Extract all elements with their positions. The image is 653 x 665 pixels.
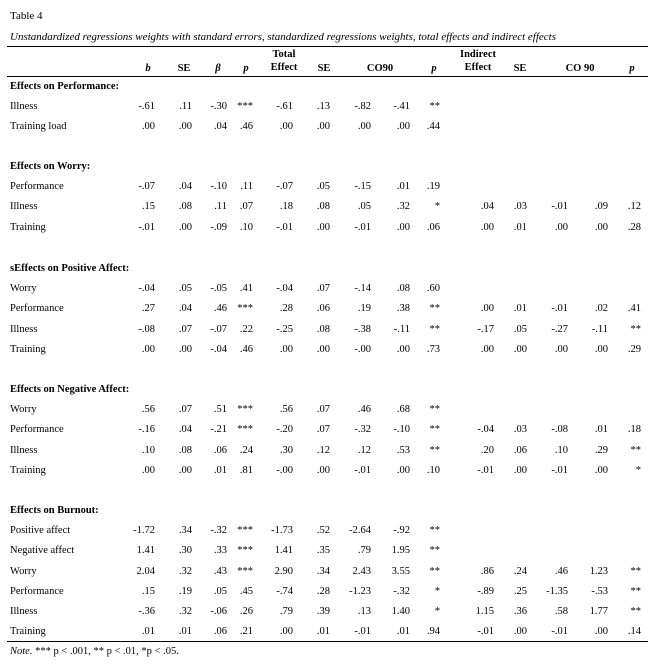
table-cell: .12 [316,445,330,456]
table-cell: -.09 [210,222,227,233]
table-cell: .07 [316,424,330,435]
table-cell: .03 [513,424,527,435]
table-cell: -.01 [551,201,568,212]
table-cell: .46 [239,121,253,132]
table-cell: .53 [396,445,410,456]
row-label: Training [10,626,46,637]
table-cell: .24 [239,445,253,456]
table-cell: .00 [480,344,494,355]
table-cell: .02 [594,303,608,314]
table-cell: .00 [396,121,410,132]
table-cell: 1.77 [589,606,608,617]
table-cell: .05 [213,586,227,597]
table-cell: .41 [239,283,253,294]
table-cell: .46 [357,404,371,415]
table-cell: -1.35 [546,586,568,597]
note-text: *** p < .001, ** p < .01, *p < .05. [32,646,179,657]
header-se-2: SE [317,63,331,74]
table-cell: -.38 [354,324,371,335]
table-cell: -.00 [354,344,371,355]
table-cell: ** [630,445,641,456]
table-cell: -.61 [276,101,293,112]
note-prefix: Note. [10,646,33,657]
table-cell: ** [429,566,440,577]
table-cell: .00 [178,222,192,233]
table-cell: .00 [396,344,410,355]
table-cell: .01 [213,465,227,476]
table-cell: .19 [178,586,192,597]
table-cell: -.07 [138,181,155,192]
header-p-3: p [629,63,635,74]
table-cell: *** [237,525,253,536]
table-note [10,646,179,657]
table-cell: ** [429,445,440,456]
table-cell: .33 [213,545,227,556]
table-cell: *** [237,424,253,435]
table-cell: -.01 [551,303,568,314]
header-se-3: SE [513,63,527,74]
section-title: Effects on Performance: [10,81,120,92]
table-cell: .38 [396,303,410,314]
table-cell: .06 [426,222,440,233]
table-cell: ** [429,525,440,536]
table-cell: .00 [279,626,293,637]
header-p-1: p [243,63,249,74]
table-cell: .04 [178,424,192,435]
table-cell: .00 [513,626,527,637]
table-cell: -.01 [477,626,494,637]
table-cell: .86 [480,566,494,577]
table-cell: .08 [178,201,192,212]
table-cell: .00 [513,465,527,476]
table-cell: .00 [178,121,192,132]
table-cell: .01 [396,181,410,192]
header-co90-b: CO 90 [565,63,595,74]
table-cell: .05 [357,201,371,212]
table-cell: .28 [627,222,641,233]
table-cell: .08 [316,201,330,212]
table-cell: .01 [141,626,155,637]
table-cell: .07 [316,404,330,415]
table-cell: .00 [357,121,371,132]
table-cell: .00 [554,222,568,233]
table-cell: .00 [513,344,527,355]
table-cell: * [434,606,440,617]
table-cell: -.14 [354,283,371,294]
table-cell: -.20 [276,424,293,435]
table-cell: .00 [316,465,330,476]
table-cell: .00 [396,465,410,476]
table-cell: .00 [480,303,494,314]
row-label: Training load [10,121,67,132]
row-label: Worry [10,566,37,577]
table-cell: -.00 [276,465,293,476]
table-cell: 1.41 [136,545,155,556]
table-cell: ** [429,545,440,556]
row-label: Worry [10,283,37,294]
table-cell: .46 [554,566,568,577]
table-cell: ** [429,424,440,435]
table-cell: 1.15 [475,606,494,617]
table-cell: ** [429,303,440,314]
table-cell: -.41 [393,101,410,112]
table-cell: .73 [426,344,440,355]
table-cell: .00 [594,465,608,476]
top-rule [7,46,648,47]
table-cell: .00 [141,344,155,355]
table-cell: 1.41 [274,545,293,556]
table-cell: -.01 [354,222,371,233]
table-cell: .00 [316,121,330,132]
table-cell: .12 [627,201,641,212]
table-cell: .34 [178,525,192,536]
table-cell: .46 [213,303,227,314]
table-cell: .08 [316,324,330,335]
row-label: Positive affect [10,525,71,536]
table-cell: .28 [279,303,293,314]
table-cell: .11 [214,201,227,212]
table-cell: *** [237,101,253,112]
table-cell: * [635,465,641,476]
table-cell: -.04 [477,424,494,435]
table-cell: .41 [627,303,641,314]
table-cell: .79 [279,606,293,617]
table-cell: .07 [239,201,253,212]
table-cell: .06 [316,303,330,314]
table-cell: .29 [594,445,608,456]
table-cell: -.10 [393,424,410,435]
table-cell: 2.90 [274,566,293,577]
table-cell: -1.73 [271,525,293,536]
row-label: Negative affect [10,545,75,556]
table-cell: 2.04 [136,566,155,577]
row-label: Performance [10,303,64,314]
table-cell: -.27 [551,324,568,335]
table-cell: ** [630,606,641,617]
row-label: Worry [10,404,37,415]
row-label: Training [10,465,46,476]
table-cell: .11 [240,181,253,192]
table-cell: ** [630,324,641,335]
table-cell: -.07 [210,324,227,335]
table-cell: .05 [316,181,330,192]
table-cell: -.01 [138,222,155,233]
table-cell: .18 [627,424,641,435]
table-cell: ** [630,586,641,597]
table-caption: Unstandardized regressions weights with standard errors, standardized regressions weights, total effects and indirect effects [10,31,557,43]
table-cell: *** [237,404,253,415]
table-cell: -.04 [276,283,293,294]
header-total-line2: Effect [270,62,298,73]
table-cell: .10 [141,445,155,456]
table-cell: .04 [213,121,227,132]
row-label: Performance [10,181,64,192]
table-cell: .12 [357,445,371,456]
table-cell: .04 [480,201,494,212]
table-cell: .18 [279,201,293,212]
table-cell: .35 [316,545,330,556]
header-beta: β [215,63,221,74]
table-cell: .56 [141,404,155,415]
table-cell: .00 [396,222,410,233]
table-cell: .24 [513,566,527,577]
table-cell: -1.72 [133,525,155,536]
table-cell: 1.95 [391,545,410,556]
table-cell: -.08 [551,424,568,435]
bottom-rule [7,641,648,642]
table-cell: .94 [426,626,440,637]
header-total-line1: Total [272,49,296,60]
table-cell: .34 [316,566,330,577]
table-cell: .27 [141,303,155,314]
table-cell: .00 [178,344,192,355]
table-cell: -.92 [393,525,410,536]
table-cell: .51 [213,404,227,415]
table-cell: -.16 [138,424,155,435]
section-title: Effects on Negative Affect: [10,384,130,395]
table-label: Table 4 [10,10,43,22]
table-cell: .14 [627,626,641,637]
table-cell: .08 [178,445,192,456]
table-cell: -.11 [393,324,410,335]
table-cell: .32 [178,606,192,617]
table-cell: -.11 [591,324,608,335]
header-se-1: SE [177,63,191,74]
table-cell: -.74 [276,586,293,597]
row-label: Illness [10,201,38,212]
table-cell: .46 [239,344,253,355]
row-label: Illness [10,101,38,112]
table-cell: .13 [316,101,330,112]
table-cell: -.32 [393,586,410,597]
table-cell: .28 [316,586,330,597]
table-cell: .10 [426,465,440,476]
table-cell: .21 [239,626,253,637]
table-cell: .00 [316,344,330,355]
table-cell: -2.64 [349,525,371,536]
header-co90: CO90 [366,63,394,74]
table-cell: .44 [426,121,440,132]
table-cell: .25 [513,586,527,597]
table-cell: .43 [213,566,227,577]
table-cell: -.01 [276,222,293,233]
table-cell: .01 [178,626,192,637]
row-label: Performance [10,586,64,597]
section-title: sEffects on Positive Affect: [10,263,130,274]
table-cell: .00 [141,465,155,476]
table-cell: .00 [178,465,192,476]
table-cell: .05 [513,324,527,335]
table-cell: .79 [357,545,371,556]
table-cell: .15 [141,586,155,597]
table-cell: -.04 [210,344,227,355]
table-cell: -.17 [477,324,494,335]
table-cell: .00 [316,222,330,233]
row-label: Illness [10,324,38,335]
table-cell: -.53 [591,586,608,597]
table-cell: -.07 [276,181,293,192]
table-cell: *** [237,566,253,577]
table-cell: .19 [357,303,371,314]
row-label: Performance [10,424,64,435]
table-cell: 1.40 [391,606,410,617]
table-cell: -.15 [354,181,371,192]
table-cell: -.32 [354,424,371,435]
table-cell: .00 [480,222,494,233]
table-cell: ** [429,404,440,415]
table-cell: ** [429,324,440,335]
table-cell: .00 [554,344,568,355]
table-cell: .06 [513,445,527,456]
row-label: Training [10,222,46,233]
table-cell: -.01 [477,465,494,476]
header-indirect-line2: Effect [464,62,492,73]
table-cell: .22 [239,324,253,335]
table-cell: .06 [213,626,227,637]
table-cell: .09 [594,201,608,212]
table-cell: .04 [178,303,192,314]
table-cell: -.61 [138,101,155,112]
table-cell: -.21 [210,424,227,435]
row-label: Illness [10,445,38,456]
section-title: Effects on Worry: [10,161,91,172]
table-cell: .00 [279,121,293,132]
section-title: Effects on Burnout: [10,505,99,516]
table-cell: .58 [554,606,568,617]
table-cell: -.10 [210,181,227,192]
table-cell: .32 [396,201,410,212]
table-cell: .29 [627,344,641,355]
table-cell: .01 [513,303,527,314]
row-label: Training [10,344,46,355]
table-cell: .08 [396,283,410,294]
table-cell: -.25 [276,324,293,335]
table-cell: .45 [239,586,253,597]
table-cell: .30 [279,445,293,456]
table-cell: 2.43 [352,566,371,577]
table-cell: .01 [396,626,410,637]
table-cell: * [434,201,440,212]
table-cell: .60 [426,283,440,294]
table-cell: .52 [316,525,330,536]
table-cell: -.36 [138,606,155,617]
table-cell: .36 [513,606,527,617]
table-cell: .26 [239,606,253,617]
table-cell: -.01 [551,465,568,476]
table-cell: .19 [426,181,440,192]
table-cell: .00 [279,344,293,355]
table-cell: .11 [179,101,192,112]
table-cell: .10 [554,445,568,456]
table-cell: -1.23 [349,586,371,597]
header-p-2: p [431,63,437,74]
table-cell: -.01 [551,626,568,637]
table-cell: .10 [239,222,253,233]
table-cell: .13 [357,606,371,617]
header-rule [7,76,648,77]
table-cell: ** [630,566,641,577]
header-indirect-line1: Indirect [460,49,496,60]
table-cell: .32 [178,566,192,577]
table-cell: .30 [178,545,192,556]
table-cell: .39 [316,606,330,617]
table-cell: -.32 [210,525,227,536]
table-cell: 1.23 [589,566,608,577]
table-cell: -.82 [354,101,371,112]
table-cell: -.89 [477,586,494,597]
table-cell: .68 [396,404,410,415]
table-cell: * [434,586,440,597]
table-cell: -.05 [210,283,227,294]
table-cell: .00 [141,121,155,132]
table-cell: -.01 [354,465,371,476]
table-cell: .07 [178,404,192,415]
table-cell: .04 [178,181,192,192]
header-b: b [145,63,151,74]
table-cell: -.01 [354,626,371,637]
table-cell: .03 [513,201,527,212]
row-label: Illness [10,606,38,617]
table-cell: *** [237,545,253,556]
table-cell: .07 [178,324,192,335]
table-cell: .81 [239,465,253,476]
table-cell: 3.55 [391,566,410,577]
table-cell: -.06 [210,606,227,617]
table-cell: .07 [316,283,330,294]
table-cell: .15 [141,201,155,212]
table-cell: .01 [513,222,527,233]
table-cell: .01 [316,626,330,637]
table-cell: -.04 [138,283,155,294]
table-cell: -.08 [138,324,155,335]
table-cell: -.30 [210,101,227,112]
table-cell: .00 [594,344,608,355]
table-cell: .00 [594,626,608,637]
table-cell: .56 [279,404,293,415]
table-cell: .01 [594,424,608,435]
table-cell: ** [429,101,440,112]
table-cell: .00 [594,222,608,233]
table-cell: *** [237,303,253,314]
table-cell: .06 [213,445,227,456]
table-cell: .05 [178,283,192,294]
table-cell: .20 [480,445,494,456]
